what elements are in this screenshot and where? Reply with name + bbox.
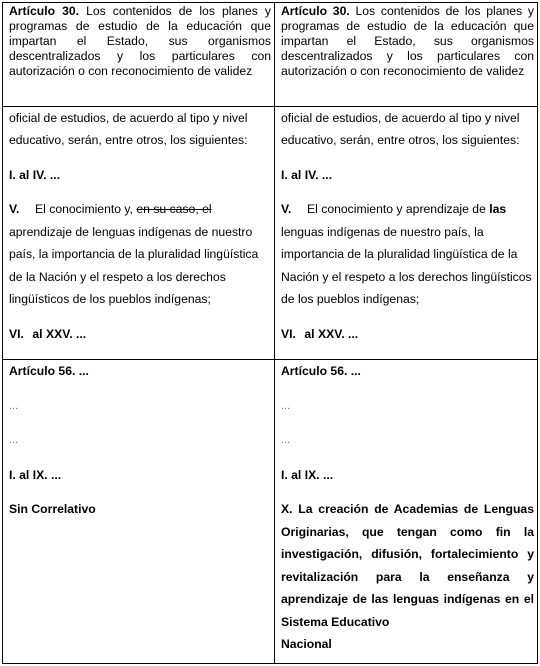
- ellipsis-line: ...: [281, 434, 291, 447]
- fraction-i-iv: I. al IV. ...: [9, 167, 61, 182]
- fraction-v-text-a: El conocimiento y,: [35, 202, 137, 217]
- fraction-v-number: V.: [281, 202, 292, 217]
- added-bold-text: las: [489, 202, 507, 217]
- fraction-al-xxv: al XXV. ...: [304, 326, 359, 341]
- ellipsis-line: ...: [281, 399, 291, 412]
- fraction-vi-number: VI.: [9, 326, 24, 341]
- comparison-table: [2, 2, 538, 664]
- article-30-text: Los contenidos de los planes y programas de estudio de la educación que impartan el Estado, sus organismos descentralizados y los particulares con autorización o con reconocimiento de validez: [9, 4, 272, 78]
- left-cell-article-30: [3, 3, 275, 107]
- continuation-text: oficial de estudios, de acuerdo al tipo y nivel educativo, serán, entre otros, los siguientes:: [9, 110, 248, 148]
- table-row: [3, 3, 538, 107]
- fraction-v-number: V.: [9, 202, 20, 217]
- article-30-right: [281, 3, 534, 79]
- table-row: [3, 360, 538, 664]
- left-cell-article-56: [3, 360, 275, 664]
- right-cell-fractions: [275, 106, 538, 360]
- article-56-heading: Artículo 56. ...: [281, 364, 361, 379]
- right-cell-article-30: [275, 3, 538, 107]
- fraction-i-iv: I. al IV. ...: [281, 167, 333, 182]
- table-row: [3, 106, 538, 360]
- left-cell-fractions: [3, 106, 275, 360]
- struck-text: en su caso, el: [136, 202, 212, 217]
- continuation-text: oficial de estudios, de acuerdo al tipo y nivel educativo, serán, entre otros, los siguientes:: [281, 110, 520, 148]
- article-56-left: [9, 360, 271, 521]
- article-30-left: [9, 3, 271, 79]
- fraction-i-ix: I. al IX. ...: [281, 467, 334, 482]
- ellipsis-line: ...: [9, 434, 19, 447]
- article-56-right: [281, 360, 534, 656]
- right-cell-article-56: [275, 360, 538, 664]
- fraction-i-ix: I. al IX. ...: [9, 467, 62, 482]
- fraction-x-text: X. La creación de Academias de Lenguas Originarias, que tengan como fin la investigación, difusión, fortalecimiento y revitalización para la enseñanza y aprendizaje de las lenguas indígenas en el Sistema Educativo: [281, 502, 534, 629]
- article-30-heading: Artículo 30.: [9, 4, 80, 18]
- article-56-heading: Artículo 56. ...: [9, 364, 89, 379]
- ellipsis-line: ...: [9, 399, 19, 412]
- fraction-v-text-b: lenguas indígenas de nuestro país, la importancia de la pluralidad lingüística de la Nación y el respeto a los derechos lingüísticos de los pueblos indígenas;: [281, 224, 532, 307]
- fractions-right: [281, 107, 534, 346]
- fraction-v-text-a: El conocimiento y aprendizaje de: [307, 202, 490, 217]
- fraction-al-xxv: al XXV. ...: [32, 326, 87, 341]
- article-30-text: Los contenidos de los planes y programas de estudio de la educación que impartan el Estado, sus organismos descentralizados y los particulares con autorización o con reconocimiento de validez: [281, 4, 535, 78]
- sin-correlativo: Sin Correlativo: [9, 502, 96, 517]
- fraction-x-nacional: Nacional: [281, 637, 332, 652]
- fraction-vi-number: VI.: [281, 326, 296, 341]
- fractions-left: [9, 107, 271, 346]
- article-30-heading: Artículo 30.: [281, 4, 350, 18]
- fraction-v-text-b: aprendizaje de lenguas indígenas de nuestro país, la importancia de la pluralidad lingüística de la Nación y el respeto a los derechos lingüísticos de los pueblos indígenas;: [9, 224, 259, 307]
